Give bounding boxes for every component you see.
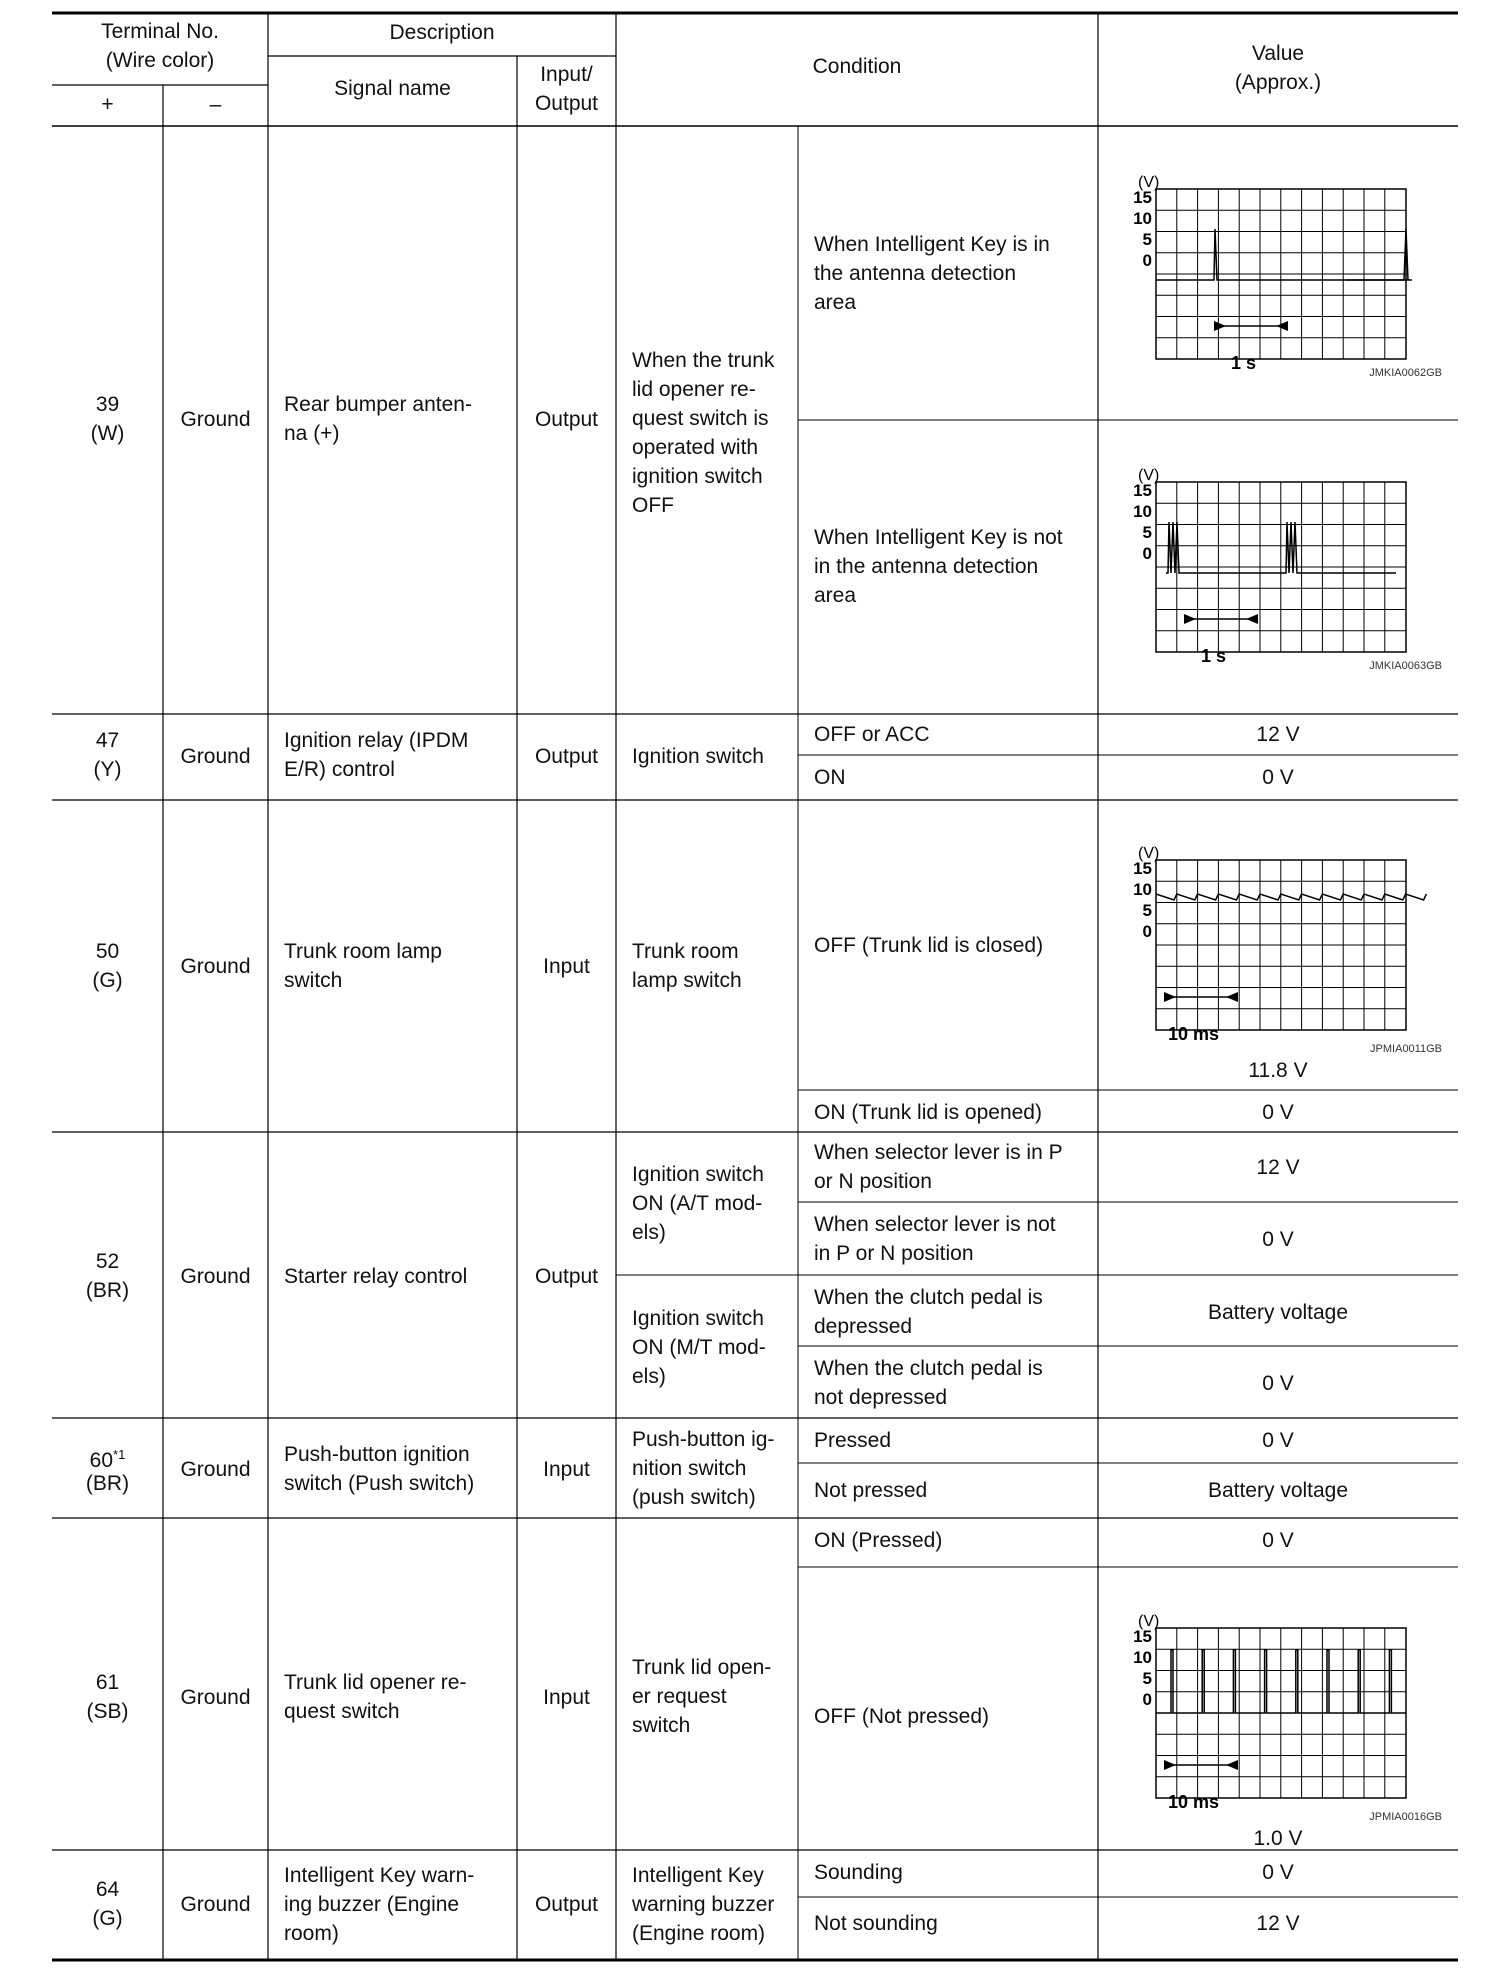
- scope-tick-label: 15: [1133, 1627, 1152, 1646]
- signal-47: Ignition relay (IPDM E/R) control: [284, 729, 469, 781]
- scope-tick-label: 5: [1142, 230, 1152, 249]
- scope-tick-label: 10: [1133, 209, 1152, 228]
- header-value: Value (Approx.): [1234, 42, 1322, 94]
- terminal-47: 47 (Y): [93, 729, 122, 781]
- waveform-39-not-in-area: [1133, 462, 1476, 667]
- signal-64: Intelligent Key warn- ing buzzer (Engine room): [284, 1864, 475, 1945]
- subcondition-52-not-p-n: When selector lever is not in P or N position: [814, 1213, 1056, 1265]
- header-plus: +: [101, 93, 114, 116]
- header-terminal-no: Terminal No. (Wire color): [101, 20, 219, 72]
- subcondition-47-off: OFF or ACC: [814, 723, 930, 746]
- io-61: Input: [543, 1686, 590, 1709]
- condition-52-at: Ignition switch ON (A/T mod- els): [632, 1163, 764, 1244]
- terminal-39: 39 (W): [90, 393, 125, 445]
- scope-tick-label: 15: [1133, 859, 1152, 878]
- scope-tick-label: 0: [1142, 544, 1152, 563]
- subcondition-61-on: ON (Pressed): [814, 1529, 943, 1552]
- value-64-sounding: 0 V: [1262, 1861, 1294, 1884]
- subcondition-39-not-in-area: When Intelligent Key is not in the antenna detection area: [814, 526, 1063, 607]
- terminal-60-footnote: *1: [113, 1447, 126, 1462]
- terminal-60-number: 60: [89, 1449, 114, 1472]
- subcondition-52-clutch-not-depressed: When the clutch pedal is not depressed: [814, 1357, 1043, 1409]
- signal-60: Push-button ignition switch (Push switch): [284, 1443, 475, 1495]
- subcondition-52-p-n: When selector lever is in P or N position: [814, 1141, 1063, 1193]
- header-input-output: Input/ Output: [534, 63, 599, 115]
- wave4-time-label: 10 ms: [1168, 1792, 1220, 1812]
- ground-50: Ground: [180, 955, 251, 978]
- signal-61: Trunk lid opener re- quest switch: [284, 1671, 467, 1723]
- subcondition-64-not-sounding: Not sounding: [814, 1912, 938, 1935]
- wave1-time-label: 1 s: [1231, 353, 1257, 373]
- header-description: Description: [389, 21, 495, 44]
- scope-tick-label: 10: [1133, 1648, 1152, 1667]
- subcondition-64-sounding: Sounding: [814, 1861, 903, 1884]
- scope-tick-label: 10: [1133, 880, 1152, 899]
- wave1-caption: JMKIA0062GB: [1369, 367, 1442, 379]
- value-60-not-pressed: Battery voltage: [1207, 1479, 1349, 1502]
- ground-60: Ground: [180, 1458, 251, 1481]
- wave3-caption: JPMIA0011GB: [1370, 1043, 1442, 1055]
- value-52-p-n: 12 V: [1256, 1156, 1300, 1179]
- condition-52-mt: Ignition switch ON (M/T mod- els): [632, 1307, 766, 1388]
- subcondition-47-on: ON: [814, 766, 846, 789]
- value-52-not-p-n: 0 V: [1262, 1228, 1294, 1251]
- io-60: Input: [543, 1458, 590, 1481]
- subcondition-60-pressed: Pressed: [814, 1429, 892, 1452]
- scope-tick-label: 5: [1142, 523, 1152, 542]
- value-47-on: 0 V: [1262, 766, 1294, 789]
- wave2-time-label: 1 s: [1201, 646, 1227, 666]
- scope-unit-label: (V): [1138, 1613, 1160, 1630]
- subcondition-50-off: OFF (Trunk lid is closed): [814, 934, 1044, 957]
- wave4-caption: JPMIA0016GB: [1369, 1811, 1442, 1823]
- terminal-61: 61 (SB): [86, 1671, 129, 1723]
- terminal-50: 50 (G): [92, 940, 123, 992]
- value-60-pressed: 0 V: [1262, 1429, 1294, 1452]
- scope-tick-label: 5: [1142, 1669, 1152, 1688]
- condition-60: Push-button ig- nition switch (push switch): [632, 1428, 775, 1509]
- scope-unit-label: (V): [1138, 467, 1160, 484]
- condition-47: Ignition switch: [632, 745, 764, 768]
- subcondition-60-not-pressed: Not pressed: [814, 1479, 928, 1502]
- scope-tick-label: 0: [1142, 922, 1152, 941]
- subcondition-39-in-area: When Intelligent Key is in the antenna detection area: [814, 233, 1050, 314]
- condition-61: Trunk lid open- er request switch: [632, 1656, 772, 1737]
- subcondition-50-on: ON (Trunk lid is opened): [814, 1101, 1042, 1124]
- terminal-64: 64 (G): [92, 1878, 123, 1930]
- value-50-on: 0 V: [1262, 1101, 1294, 1124]
- io-39: Output: [534, 408, 599, 431]
- value-64-not-sounding: 12 V: [1256, 1912, 1300, 1935]
- ground-64: Ground: [180, 1893, 251, 1916]
- wave2-caption: JMKIA0063GB: [1369, 660, 1442, 672]
- ground-39: Ground: [180, 408, 251, 431]
- scope-unit-label: (V): [1138, 845, 1160, 862]
- subcondition-52-clutch-depressed: When the clutch pedal is depressed: [814, 1286, 1043, 1338]
- scope-tick-label: 10: [1133, 502, 1152, 521]
- signal-52: Starter relay control: [284, 1265, 468, 1288]
- ground-52: Ground: [180, 1265, 251, 1288]
- value-47-off: 12 V: [1256, 723, 1300, 746]
- io-50: Input: [543, 955, 590, 978]
- value-52-clutch-not-depressed: 0 V: [1262, 1372, 1294, 1395]
- condition-64: Intelligent Key warning buzzer (Engine room): [632, 1864, 775, 1945]
- ground-61: Ground: [180, 1686, 251, 1709]
- io-52: Output: [534, 1265, 599, 1288]
- scope-tick-label: 15: [1133, 188, 1152, 207]
- waveform-50-off: [1133, 840, 1476, 1045]
- value-52-clutch-depressed: Battery voltage: [1207, 1301, 1349, 1324]
- terminal-table: [52, 12, 1458, 1962]
- scope-tick-label: 0: [1142, 1690, 1152, 1709]
- ground-47: Ground: [180, 745, 251, 768]
- waveform-61-off: [1133, 1608, 1476, 1813]
- value-61-off: 1.0 V: [1253, 1827, 1303, 1850]
- io-47: Output: [534, 745, 599, 768]
- value-50-off: 11.8 V: [1248, 1059, 1308, 1082]
- io-64: Output: [534, 1893, 599, 1916]
- wave3-time-label: 10 ms: [1168, 1024, 1220, 1044]
- signal-50: Trunk room lamp switch: [284, 940, 442, 992]
- scope-tick-label: 5: [1142, 901, 1152, 920]
- header-condition: Condition: [812, 55, 902, 78]
- signal-39: Rear bumper anten- na (+): [284, 393, 472, 445]
- value-61-on: 0 V: [1262, 1529, 1294, 1552]
- scope-tick-label: 0: [1142, 251, 1152, 270]
- waveform-39-in-area: [1133, 169, 1476, 374]
- header-signal-name: Signal name: [334, 77, 451, 100]
- subcondition-61-off: OFF (Not pressed): [814, 1705, 990, 1728]
- condition-39: When the trunk lid opener re- quest switch is operated with ignition switch OFF: [632, 349, 775, 517]
- scope-unit-label: (V): [1138, 174, 1160, 191]
- terminal-52: 52 (BR): [85, 1250, 130, 1302]
- wire-60: (BR): [85, 1472, 130, 1495]
- header-minus: –: [209, 93, 222, 116]
- condition-50: Trunk room lamp switch: [632, 940, 742, 992]
- scope-tick-label: 15: [1133, 481, 1152, 500]
